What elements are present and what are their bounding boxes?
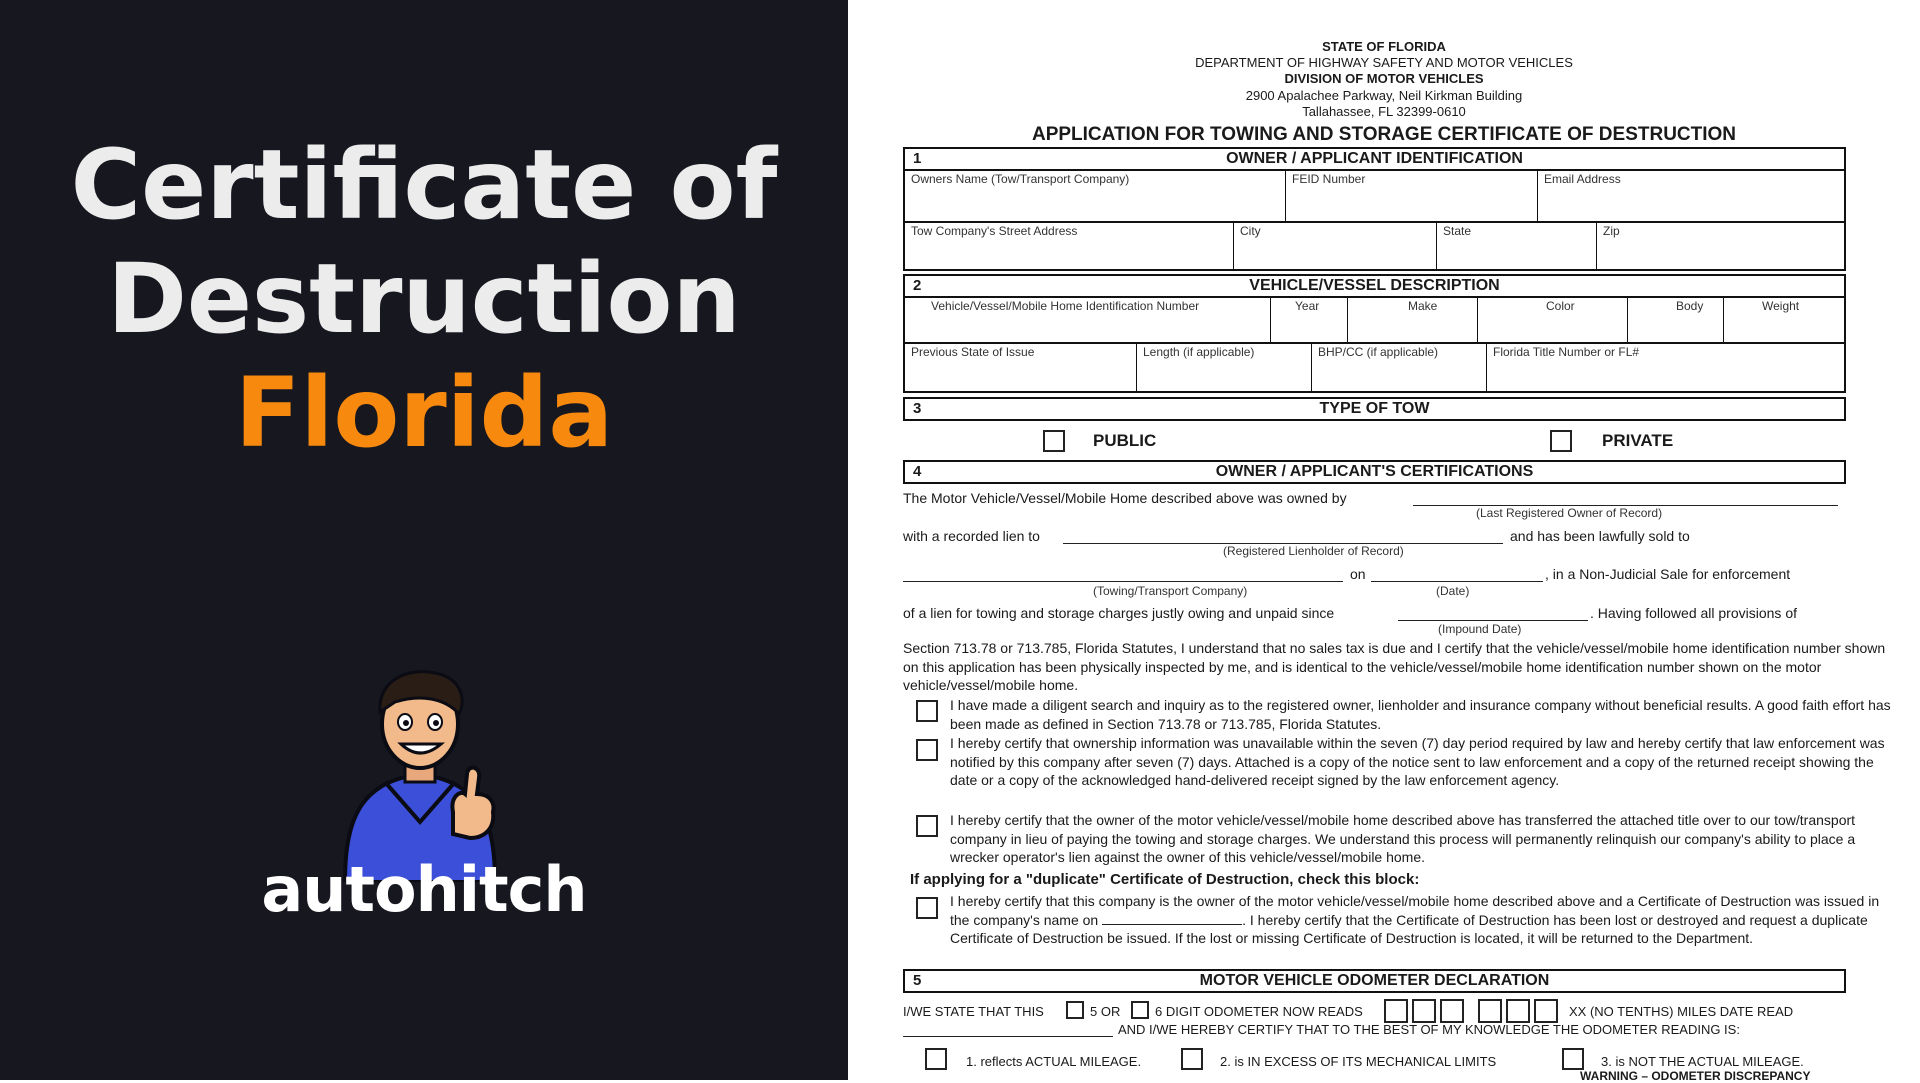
actual-mileage-label: 1. reflects ACTUAL MILEAGE. bbox=[966, 1054, 1142, 1069]
owner-name-field[interactable]: Owners Name (Tow/Transport Company) bbox=[911, 172, 1130, 186]
sold-to-text: and has been lawfully sold to bbox=[1510, 528, 1690, 544]
form-address-2: Tallahassee, FL 32399-0610 bbox=[1302, 104, 1466, 119]
hero-title bbox=[0, 128, 848, 470]
section-3-number: 3 bbox=[913, 400, 922, 417]
section-4-number: 4 bbox=[913, 463, 922, 480]
state-field[interactable]: State bbox=[1436, 223, 1597, 269]
provisions-text: . Having followed all provisions of bbox=[1590, 605, 1797, 621]
weight-field[interactable]: Weight bbox=[1723, 298, 1844, 342]
date-read-input[interactable] bbox=[903, 1036, 1113, 1037]
form-division: DIVISION OF MOTOR VEHICLES bbox=[1284, 71, 1484, 86]
odometer-digit-4[interactable] bbox=[1478, 999, 1502, 1023]
form-state: STATE OF FLORIDA bbox=[1322, 39, 1446, 54]
section-type-of-tow bbox=[903, 397, 1846, 421]
section-1-header bbox=[905, 149, 1844, 171]
street-address-field[interactable]: Tow Company's Street Address bbox=[911, 224, 1078, 238]
section-odometer-header bbox=[903, 969, 1846, 993]
title-transferred-text: I hereby certify that the owner of the motor vehicle/vessel/mobile home described above has transferred the attached title over to our tow/transport company in lieu of paying the towing and storage charges. We understand this process will permanently relinquish our company's ability to place a wrecker operator's lien against the owner of this vehicle/vessel/mobile home. bbox=[950, 812, 1856, 865]
section-2-row-1 bbox=[905, 298, 1844, 344]
towing-company-caption: (Towing/Transport Company) bbox=[1093, 584, 1248, 598]
hero-title-line-1: Certificate of bbox=[70, 129, 778, 241]
excess-limits-checkbox[interactable] bbox=[1181, 1048, 1203, 1070]
sale-date-caption: (Date) bbox=[1436, 584, 1470, 598]
odometer-digit-2[interactable] bbox=[1412, 999, 1436, 1023]
section-1-title: OWNER / APPLICANT IDENTIFICATION bbox=[1226, 150, 1523, 167]
year-field[interactable]: Year bbox=[1270, 298, 1348, 342]
section-vehicle-description bbox=[903, 274, 1846, 393]
odometer-digit-1[interactable] bbox=[1384, 999, 1408, 1023]
excess-limits-label: 2. is IN EXCESS OF ITS MECHANICAL LIMITS bbox=[1220, 1054, 1497, 1069]
lien-to-text: with a recorded lien to bbox=[903, 528, 1040, 544]
odometer-digit-3[interactable] bbox=[1440, 999, 1464, 1023]
email-field[interactable]: Email Address bbox=[1537, 171, 1844, 221]
odometer-warning: WARNING – ODOMETER DISCREPANCY bbox=[1580, 1069, 1811, 1083]
duplicate-text: I hereby certify that this company is the owner of the motor vehicle/vessel/mobile home described above and a Certificate of Destruction was issued in the company's name on . I hereby certify that the Certificate of Destruction has been lost or destroyed and request a duplicate Certificate of Destruction be issued. If the lost or missing Certificate of Destruction is located, it will be returned to the Department. bbox=[950, 893, 1880, 946]
lien-charges-text: of a lien for towing and storage charges justly owing and unpaid since bbox=[903, 605, 1335, 621]
duplicate-heading: If applying for a "duplicate" Certificate of Destruction, check this block: bbox=[910, 871, 1420, 888]
hero-title-line-2: Destruction bbox=[107, 243, 741, 355]
section-5-number: 5 bbox=[913, 972, 922, 989]
certificate-form bbox=[848, 0, 1920, 1083]
section-2-row-2 bbox=[905, 344, 1844, 391]
non-judicial-text: , in a Non-Judicial Sale for enforcement bbox=[1545, 566, 1791, 582]
impound-date-caption: (Impound Date) bbox=[1438, 622, 1522, 636]
title-number-field[interactable]: Florida Title Number or FL# bbox=[1486, 344, 1844, 391]
diligent-search-checkbox[interactable] bbox=[916, 700, 938, 722]
no-tenths-text: XX (NO TENTHS) MILES DATE READ bbox=[1569, 1004, 1794, 1019]
odometer-digit-5[interactable] bbox=[1506, 999, 1530, 1023]
diligent-search-text: I have made a diligent search and inquiry as to the registered owner, lienholder and insurance company without beneficial results. A good faith effort has been made as defined in Section 713.78 or 713.785, Florida Statutes. bbox=[950, 697, 1891, 732]
body-field[interactable]: Body bbox=[1627, 298, 1724, 342]
section-1-number: 1 bbox=[913, 150, 922, 167]
duplicate-date-input[interactable] bbox=[1102, 924, 1242, 925]
on-text: on bbox=[1350, 566, 1366, 582]
sale-date-input[interactable] bbox=[1371, 581, 1543, 582]
section-1-row-1 bbox=[905, 171, 1844, 223]
public-tow-checkbox[interactable] bbox=[1043, 430, 1065, 452]
private-tow-checkbox[interactable] bbox=[1550, 430, 1572, 452]
city-field[interactable]: City bbox=[1233, 223, 1437, 269]
public-tow-label: PUBLIC bbox=[1093, 431, 1157, 450]
section-owner-identification bbox=[903, 147, 1846, 271]
previous-state-field[interactable]: Previous State of Issue bbox=[911, 345, 1035, 359]
section-2-header bbox=[905, 276, 1844, 298]
certify-text: AND I/WE HEREBY CERTIFY THAT TO THE BEST OF MY KNOWLEDGE THE ODOMETER READING IS: bbox=[1118, 1022, 1740, 1037]
five-digit-checkbox[interactable] bbox=[1066, 1001, 1084, 1019]
impound-date-input[interactable] bbox=[1398, 620, 1588, 621]
form-department: DEPARTMENT OF HIGHWAY SAFETY AND MOTOR VEHICLES bbox=[1195, 55, 1573, 70]
not-actual-label: 3. is NOT THE ACTUAL MILEAGE. bbox=[1601, 1054, 1804, 1069]
title-transferred-checkbox[interactable] bbox=[916, 815, 938, 837]
owned-by-caption: (Last Registered Owner of Record) bbox=[1476, 506, 1663, 520]
section-4-title: OWNER / APPLICANT'S CERTIFICATIONS bbox=[1215, 463, 1534, 480]
section-1-row-2 bbox=[905, 223, 1844, 269]
brand-logo: autohitch bbox=[261, 853, 587, 926]
six-digit-text: 6 DIGIT ODOMETER NOW READS bbox=[1155, 1004, 1363, 1019]
actual-mileage-checkbox[interactable] bbox=[925, 1048, 947, 1070]
form-panel bbox=[848, 0, 1920, 1083]
ownership-unavailable-text: I hereby certify that ownership information was unavailable within the seven (7) day period required by law and hereby certify that law enforcement was notified by this company after seven (7) days. Attached is a copy of the notice sent to law enforcement and a copy of the returned receipt showing the date or a copy of the acknowledged hand-delivered receipt signed by the law enforcement agency. bbox=[950, 735, 1885, 788]
feid-field[interactable]: FEID Number bbox=[1285, 171, 1538, 221]
vin-field[interactable]: Vehicle/Vessel/Mobile Home Identification Number bbox=[931, 299, 1200, 313]
form-address-1: 2900 Apalachee Parkway, Neil Kirkman Building bbox=[1245, 88, 1523, 103]
mascot-thumbs-up-icon bbox=[325, 662, 515, 882]
bhp-field[interactable]: BHP/CC (if applicable) bbox=[1311, 344, 1487, 391]
private-tow-label: PRIVATE bbox=[1602, 431, 1674, 450]
six-digit-checkbox[interactable] bbox=[1131, 1001, 1149, 1019]
length-field[interactable]: Length (if applicable) bbox=[1136, 344, 1312, 391]
promo-panel bbox=[0, 0, 848, 1080]
section-2-title: VEHICLE/VESSEL DESCRIPTION bbox=[1249, 277, 1500, 294]
section-2-number: 2 bbox=[913, 277, 922, 294]
zip-field[interactable]: Zip bbox=[1596, 223, 1844, 269]
section-certifications-header bbox=[903, 460, 1846, 484]
section-5-title: MOTOR VEHICLE ODOMETER DECLARATION bbox=[1199, 972, 1550, 989]
statute-text: Section 713.78 or 713.785, Florida Statutes, I understand that no sales tax is due and I certify that the vehicle/vessel/mobile home identification number shown on this application has been physically inspected by me, and is identical to the vehicle/vessel/mobile home identification number shown on the motor vehicle/vessel/mobile home. bbox=[903, 640, 1886, 693]
five-or-text: 5 OR bbox=[1090, 1004, 1121, 1019]
not-actual-checkbox[interactable] bbox=[1562, 1048, 1584, 1070]
hero-title-line-3: Florida bbox=[234, 357, 614, 469]
duplicate-checkbox[interactable] bbox=[916, 897, 938, 919]
section-3-title: TYPE OF TOW bbox=[1319, 400, 1430, 417]
odometer-digit-6[interactable] bbox=[1534, 999, 1558, 1023]
towing-company-input[interactable] bbox=[903, 581, 1343, 582]
ownership-unavailable-checkbox[interactable] bbox=[916, 739, 938, 761]
form-title: APPLICATION FOR TOWING AND STORAGE CERTIFICATE OF DESTRUCTION bbox=[1031, 124, 1737, 145]
color-field[interactable]: Color bbox=[1477, 298, 1628, 342]
state-that-text: I/WE STATE THAT THIS bbox=[903, 1004, 1044, 1019]
owned-by-text: The Motor Vehicle/Vessel/Mobile Home described above was owned by bbox=[903, 490, 1347, 506]
lien-to-caption: (Registered Lienholder of Record) bbox=[1223, 544, 1404, 558]
make-field[interactable]: Make bbox=[1347, 298, 1478, 342]
